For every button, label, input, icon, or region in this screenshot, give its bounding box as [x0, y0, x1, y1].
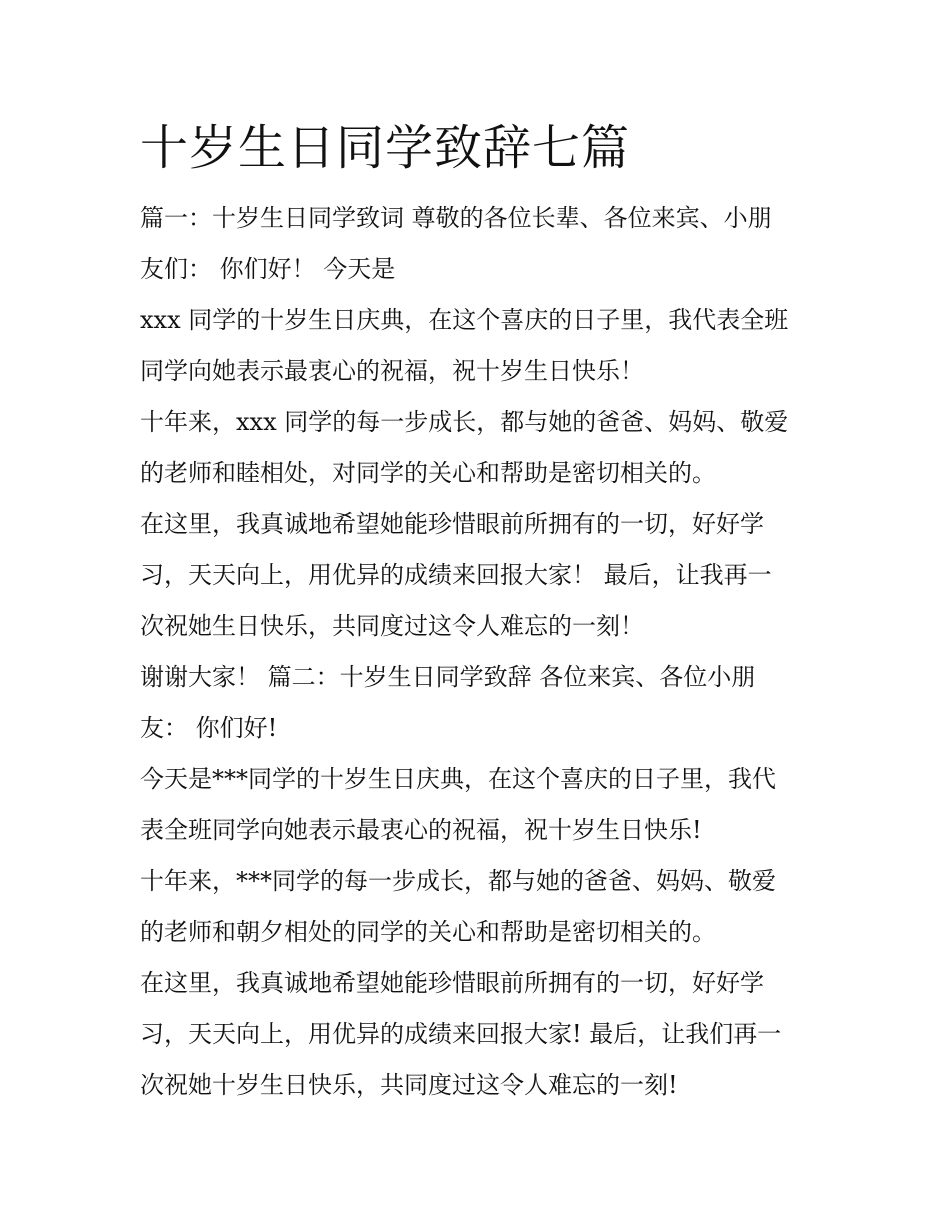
- text-line: 今天是***同学的十岁生日庆典，在这个喜庆的日子里，我代: [140, 765, 776, 793]
- text-line: 的老师和睦相处，对同学的关心和帮助是密切相关的。: [140, 459, 716, 487]
- text-line: 友们： 你们好！ 今天是: [140, 255, 396, 283]
- text-line: 十年来，xxx 同学的每一步成长，都与她的爸爸、妈妈、敬爱: [140, 408, 789, 436]
- text-line: 的老师和朝夕相处的同学的关心和帮助是密切相关的。: [140, 918, 716, 946]
- text-line: 谢谢大家！ 篇二：十岁生日同学致辞 各位来宾、各位小朋: [140, 663, 756, 691]
- text-line: 篇一：十岁生日同学致词 尊敬的各位长辈、各位来宾、小朋: [140, 204, 772, 232]
- text-line: 次祝她生日快乐，共同度过这令人难忘的一刻！: [140, 612, 644, 640]
- text-line: 习，天天向上，用优异的成绩来回报大家！ 最后，让我再一: [140, 561, 772, 589]
- text-line: 次祝她十岁生日快乐，共同度过这令人难忘的一刻!: [140, 1071, 678, 1099]
- text-line: 同学向她表示最衷心的祝福，祝十岁生日快乐！: [140, 357, 644, 385]
- text-line: 习，天天向上，用优异的成绩来回报大家! 最后，让我们再一: [140, 1020, 782, 1048]
- text-line: 表全班同学向她表示最衷心的祝福，祝十岁生日快乐!: [140, 816, 702, 844]
- text-line: xxx 同学的十岁生日庆典，在这个喜庆的日子里，我代表全班: [140, 306, 789, 334]
- text-line: 十年来，***同学的每一步成长，都与她的爸爸、妈妈、敬爱: [140, 867, 776, 895]
- text-line: 在这里，我真诚地希望她能珍惜眼前所拥有的一切，好好学: [140, 969, 764, 997]
- document-body: [140, 193, 830, 1111]
- document-title: 十岁生日同学致辞七篇: [140, 120, 631, 176]
- text-line: 友： 你们好!: [140, 714, 278, 742]
- text-line: 在这里，我真诚地希望她能珍惜眼前所拥有的一切，好好学: [140, 510, 764, 538]
